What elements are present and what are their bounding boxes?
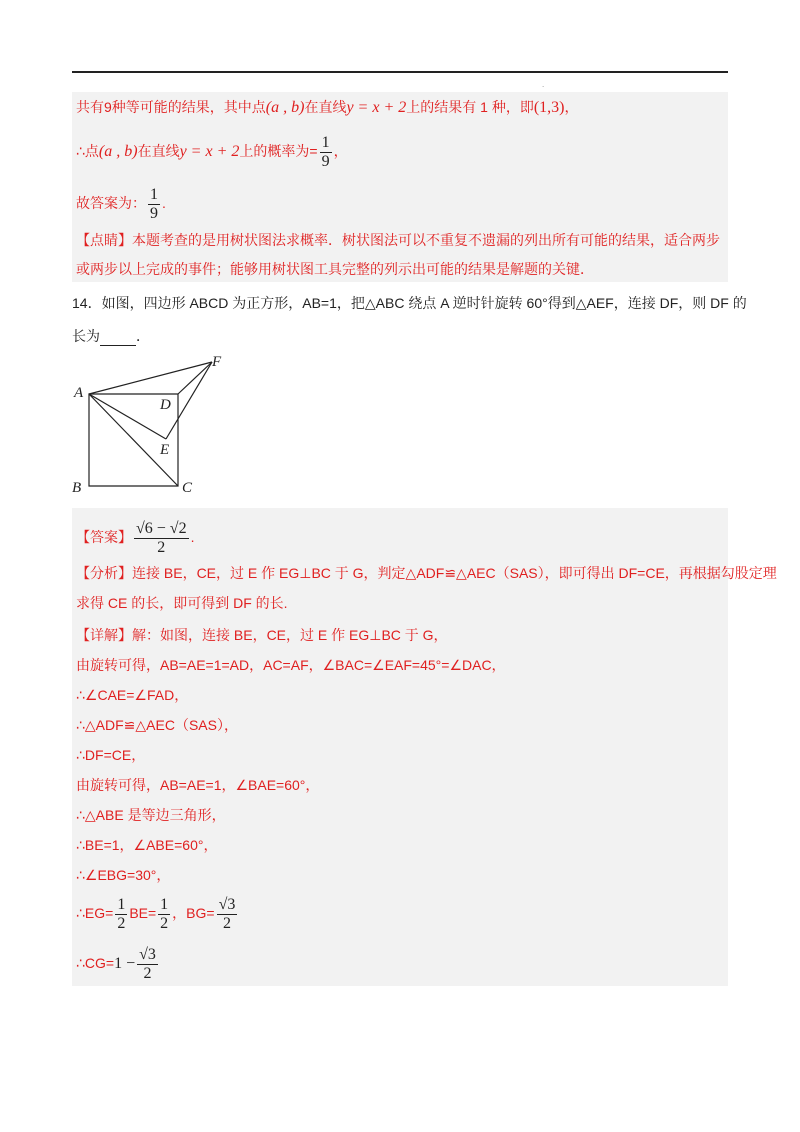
review-line-1: 【点睛】本题考查的是用树状图法求概率．树状图法可以不重复不遗漏的列出所有可能的结果，适合两步 [76,232,720,248]
detail-line-6: 由旋转可得，AB=AE=1，∠BAE=60°， [76,777,320,793]
answer-blank [100,331,136,346]
segment-af [89,362,212,394]
analysis-line-1: 【分析】连接 BE，CE，过 E 作 EG⊥BC 于 G，判定△ADF≌△AEC（SAS），即可得出 DF=CE，再根据勾股定理 [76,565,777,581]
answer-formula-line: 【答案】 $\frac{√6 - √2}{2}$ . [76,520,195,556]
geometry-figure [70,350,240,500]
detail-line-1: 【详解】解：如图，连接 BE，CE，过 E 作 EG⊥BC 于 G， [76,627,448,643]
label-a: A [74,385,84,401]
label-e: E [160,442,170,458]
solution-block-1 [72,92,728,282]
review-line-2: 或两步以上完成的事件；能够用树状图工具完整的列示出可能的结果是解题的关键． [76,261,594,277]
detail-line-4: ∴△ADF≌△AEC（SAS）， [76,717,238,733]
segment-ef [166,362,212,439]
detail-line-2: 由旋转可得，AB=AE=1=AD，AC=AF，∠BAC=∠EAF=45°=∠DAC， [76,657,506,673]
question-line-2: 长为 ． [72,328,150,344]
label-b: B [72,480,82,496]
label-f: F [212,354,222,370]
detail-line-7: ∴△ABE 是等边三角形， [76,807,226,823]
detail-line-11: ∴CG=1 − $\frac{√3}{2}$ [76,946,156,982]
detail-line-3: ∴∠CAE=∠FAD， [76,687,189,703]
segment-ae [89,394,166,439]
label-d: D [160,397,171,413]
probability-line: ∴点(a , b)在直线y = x + 2上的概率为= $\frac{1}{9}$ ， [76,134,348,170]
header-dot: . [542,80,545,89]
result-line: 共有9种等可能的结果，其中点(a , b)在直线y = x + 2上的结果有 1 种，即(1,3)， [76,99,579,116]
question-line-1: 14．如图，四边形 ABCD 为正方形，AB=1，把△ABC 绕点 A 逆时针旋转 60°得到△AEF，连接 DF，则 DF 的 [72,295,747,311]
detail-line-9: ∴∠EBG=30°， [76,867,171,883]
header-rule [72,71,728,73]
detail-line-10: ∴EG= $\frac{1}{2}$ BE= $\frac{1}{2}$ ，BG= $\frac{√3}{2}$ [76,896,236,932]
analysis-line-2: 求得 CE 的长，即可得到 DF 的长. [76,595,288,611]
answer-line: 故答案为： $\frac{1}{9}$ . [76,186,166,222]
detail-line-5: ∴DF=CE， [76,747,146,763]
detail-line-8: ∴BE=1，∠ABE=60°， [76,837,218,853]
label-c: C [182,480,193,496]
